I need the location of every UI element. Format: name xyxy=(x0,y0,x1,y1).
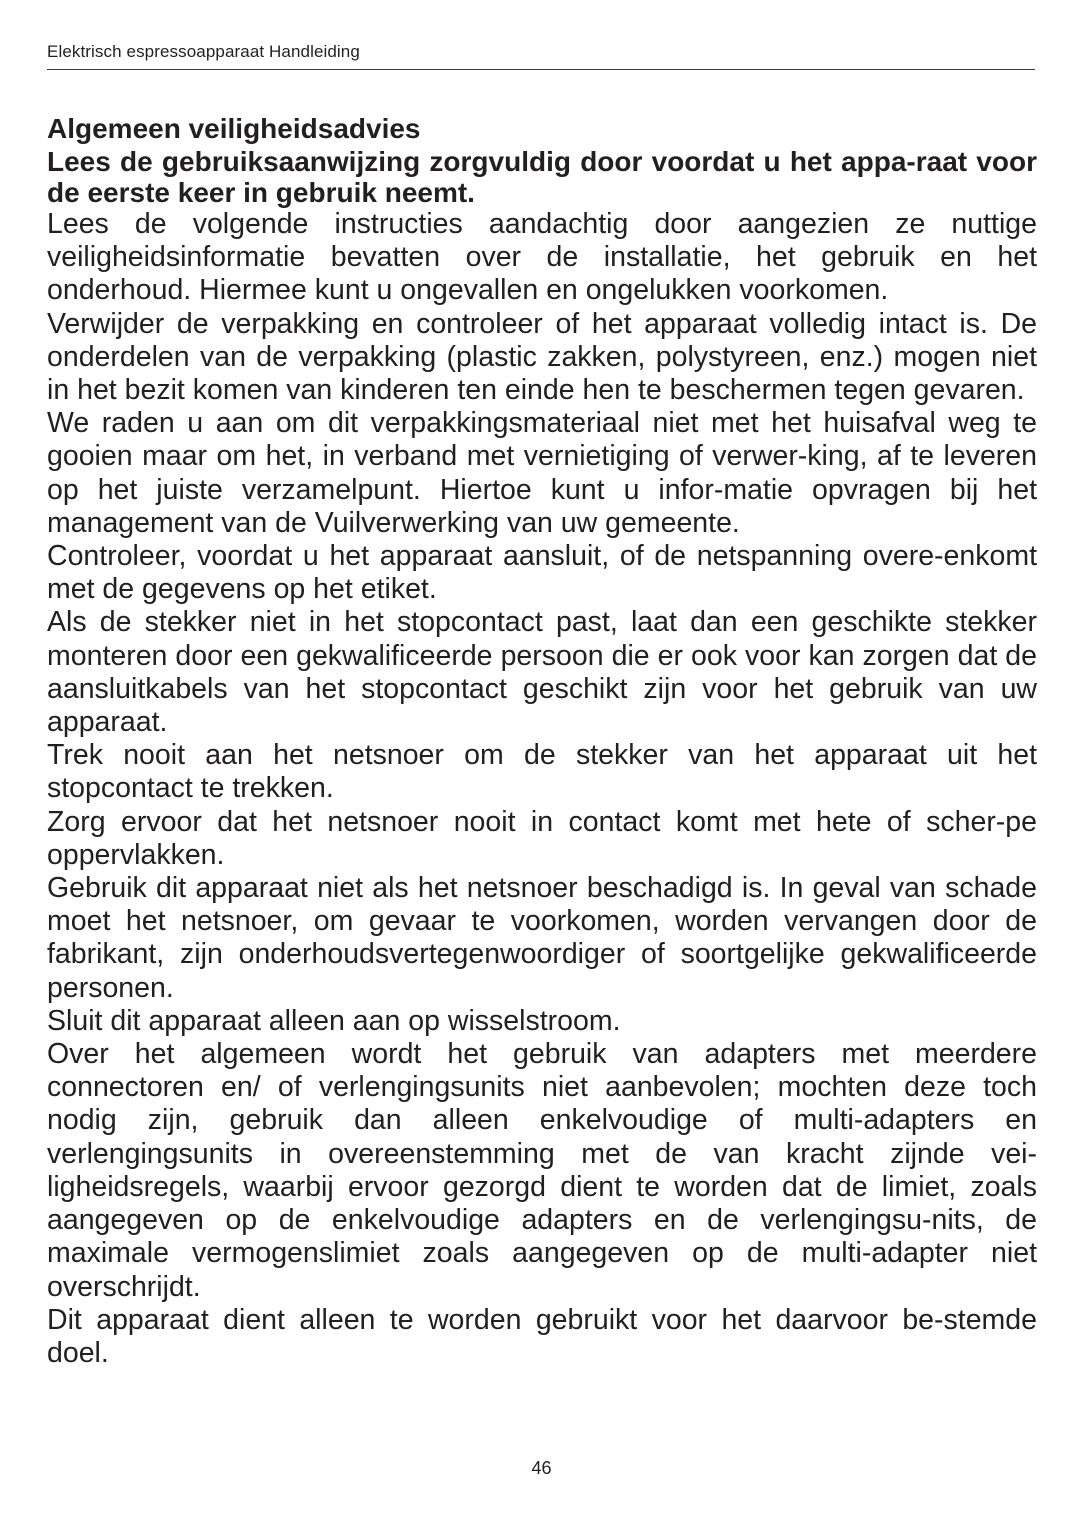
section-title: Algemeen veiligheidsadvies xyxy=(47,113,421,144)
page-number: 46 xyxy=(531,1458,552,1478)
intro-warning: Lees de gebruiksaanwijzing zorgvuldig door voordat u het appa-raat voor de eerste keer in gebruik neemt. xyxy=(47,146,1037,208)
paragraph-check-voltage: Controleer, voordat u het apparaat aansluit, of de netspanning overe-enkomt met de gegevens op het etiket. xyxy=(47,540,1037,606)
header-divider xyxy=(47,69,1035,70)
paragraph-intended-use: Dit apparaat dient alleen te worden gebruikt voor het daarvoor be-stemde doel. xyxy=(47,1303,1037,1369)
paragraph-packaging-disposal: We raden u aan om dit verpakkingsmateriaal niet met het huisafval weg te gooien maar om het, in verband met vernietiging of verwer-king, af te leveren op het juiste verzamelpunt. Hiertoe kunt u infor-matie opvragen bij het management van de Vuilverwerking van uw gemeente. xyxy=(47,407,1037,539)
running-header: Elektrisch espressoapparaat Handleiding xyxy=(47,42,360,61)
paragraph-cord-pull: Trek nooit aan het netsnoer om de stekker van het apparaat uit het stopcontact te trekken. xyxy=(47,739,1037,805)
document-body xyxy=(47,112,1037,1370)
paragraph-remove-packaging: Verwijder de verpakking en controleer of het apparaat volledig intact is. De onderdelen van de verpakking (plastic zakken, polystyreen, enz.) mogen niet in het bezit komen van kinderen ten einde hen te beschermen tegen gevaren. xyxy=(47,307,1037,407)
paragraph-damaged-cord: Gebruik dit apparaat niet als het netsnoer beschadigd is. In geval van schade moet het netsnoer, om gevaar te voorkomen, worden vervangen door de fabrikant, zijn onderhoudsvertegenwoordiger of soortgelijke gekwalificeerde personen. xyxy=(47,872,1037,1004)
paragraph-read-instructions: Lees de volgende instructies aandachtig door aangezien ze nuttige veiligheidsinformatie bevatten over de installatie, het gebruik en het onderhoud. Hiermee kunt u ongevallen en ongelukken voorkomen. xyxy=(47,208,1037,307)
paragraph-alternating-current: Sluit dit apparaat alleen aan op wisselstroom. xyxy=(47,1004,621,1037)
paragraph-plug-fit: Als de stekker niet in het stopcontact past, laat dan een geschikte stekker monteren door een gekwalificeerde persoon die er ook voor kan zorgen dat de aansluitkabels van het stopcontact geschikt zijn voor het gebruik van uw apparaat. xyxy=(47,606,1037,739)
paragraph-adapters: Over het algemeen wordt het gebruik van adapters met meerdere connectoren en/ of verlengingsunits niet aanbevolen; mochten deze toch nodig zijn, gebruik dan alleen enkelvoudige of multi-adapters en verlengingsunits in overeenstemming met de van kracht zijnde vei-ligheidsregels, waarbij ervoor gezorgd dient te worden dat de limiet, zoals aangegeven op de enkelvoudige adapters en de verlengingsu-nits, de maximale vermogenslimiet zoals aangegeven op de multi-adapter niet overschrijdt. xyxy=(47,1038,1037,1303)
paragraph-cord-hot-surfaces: Zorg ervoor dat het netsnoer nooit in contact komt met hete of scher-pe oppervlakken. xyxy=(47,805,1037,871)
